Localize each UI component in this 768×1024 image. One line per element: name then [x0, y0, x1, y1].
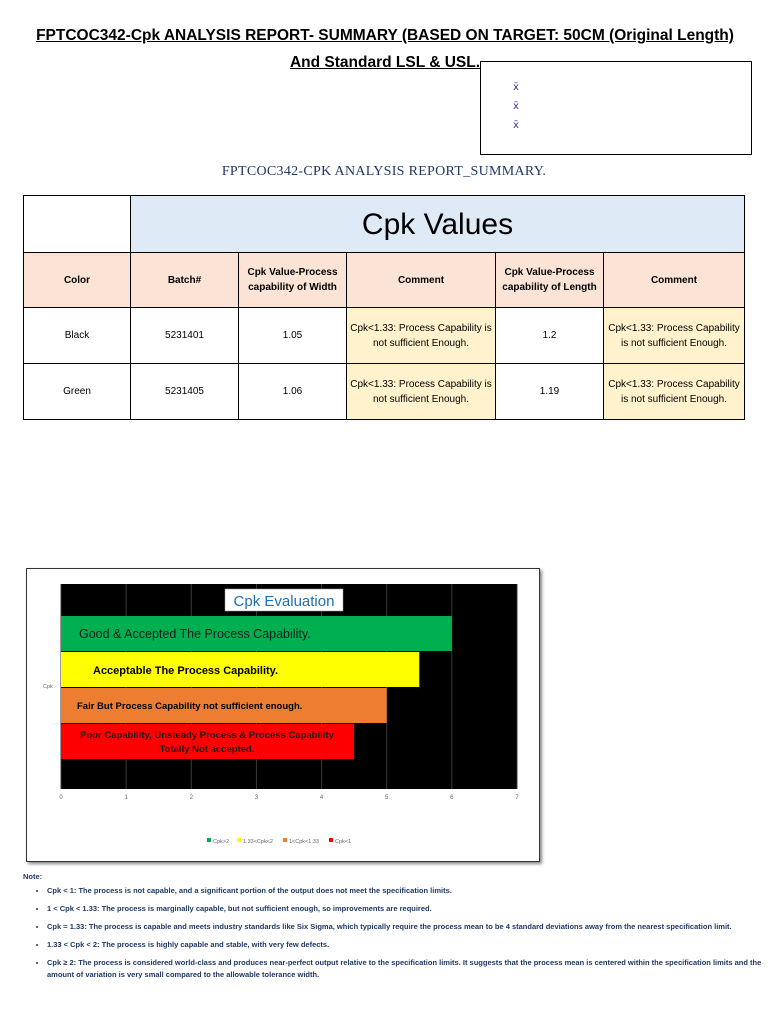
column-header: Comment	[347, 253, 496, 308]
cell-color: Black	[24, 308, 131, 364]
note-item: • Cpk ≥ 2: The process is considered world-class and produces near-perfect output relative to the specification limits. It suggests that the process mean is centered within the specification limits and the amount of variation is very small compared to the allowable tolerance width.	[47, 957, 768, 981]
table-group-title: Cpk Values	[131, 196, 745, 253]
y-axis-label: Cpk	[43, 684, 53, 690]
cpk-evaluation-chart	[26, 568, 540, 862]
cell-cpk-width: 1.05	[239, 308, 347, 364]
x-tick-label: 7	[515, 795, 519, 801]
note-item: • Cpk = 1.33: The process is capable and meets industry standards like Six Sigma, which typically require the process mean to be 4 standard deviations away from the nearest specification limit.	[47, 921, 768, 933]
column-header: Cpk Value-Process capability of Length	[496, 253, 604, 308]
note-item: • 1 < Cpk < 1.33: The process is marginally capable, but not sufficient enough, so improvements are required.	[47, 903, 768, 915]
bar-label: Fair But Process Capability not sufficient enough.	[77, 701, 303, 712]
notes-list	[23, 885, 768, 987]
chart-title: Cpk Evaluation	[233, 593, 335, 610]
column-header: Comment	[604, 253, 745, 308]
legend-swatch	[329, 838, 333, 842]
legend-swatch	[283, 838, 287, 842]
chart-svg	[27, 569, 539, 861]
cell-comment: Cpk<1.33: Process Capability is not sufficient Enough.	[347, 364, 496, 420]
cell-batch: 5231401	[131, 308, 239, 364]
xbar-symbol: x̄	[513, 120, 519, 131]
cell-cpk-length: 1.2	[496, 308, 604, 364]
legend-label: 1.33<Cpk<2	[243, 839, 273, 845]
cell-comment: Cpk<1.33: Process Capability is not sufficient Enough.	[604, 364, 745, 420]
xbar-symbol: x̄	[513, 82, 519, 93]
legend-swatch	[207, 838, 211, 842]
bar-label: Poor Capability, Unsteady Process & Process Capability Totally Not accepted.	[80, 730, 334, 755]
legend-swatch	[237, 838, 241, 842]
legend-box	[480, 61, 752, 155]
column-header: Cpk Value-Process capability of Width	[239, 253, 347, 308]
note-item: • Cpk < 1: The process is not capable, and a significant portion of the output does not meet the specification limits.	[47, 885, 768, 897]
cell-cpk-length: 1.19	[496, 364, 604, 420]
note-item: • 1.33 < Cpk < 2: The process is highly capable and stable, with very few defects.	[47, 939, 768, 951]
cell-comment: Cpk<1.33: Process Capability is not sufficient Enough.	[347, 308, 496, 364]
report-subtitle: FPTCOC342-CPK ANALYSIS REPORT_SUMMARY.	[221, 164, 547, 179]
x-tick-label: 4	[319, 795, 324, 801]
notes-heading: Note:	[23, 872, 43, 881]
x-tick-label: 0	[59, 795, 63, 801]
x-tick-label: 3	[254, 795, 259, 801]
legend-label: 1<Cpk<1.33	[289, 839, 319, 845]
table-row	[24, 308, 745, 364]
legend-label: Cpk<1	[335, 839, 352, 845]
bar-label: Acceptable The Process Capability.	[93, 665, 279, 677]
legend-label: Cpk>2	[213, 839, 230, 845]
x-tick-label: 2	[189, 795, 193, 801]
column-header: Batch#	[131, 253, 239, 308]
column-header: Color	[24, 253, 131, 308]
cell-color: Green	[24, 364, 131, 420]
cpk-values-table	[23, 195, 745, 420]
cell-batch: 5231405	[131, 364, 239, 420]
table-corner-cell	[24, 196, 131, 253]
x-tick-label: 6	[450, 795, 454, 801]
x-tick-label: 1	[124, 795, 128, 801]
cell-cpk-width: 1.06	[239, 364, 347, 420]
xbar-symbol: x̄	[513, 101, 519, 112]
bar-label: Good & Accepted The Process Capability.	[79, 627, 311, 641]
report-title: FPTCOC342-Cpk ANALYSIS REPORT- SUMMARY (BASED ON TARGET: 50CM (Original Length) And Standard LSL & USL.	[36, 27, 734, 71]
cell-comment: Cpk<1.33: Process Capability is not sufficient Enough.	[604, 308, 745, 364]
x-tick-label: 5	[385, 795, 389, 801]
table-row	[24, 364, 745, 420]
